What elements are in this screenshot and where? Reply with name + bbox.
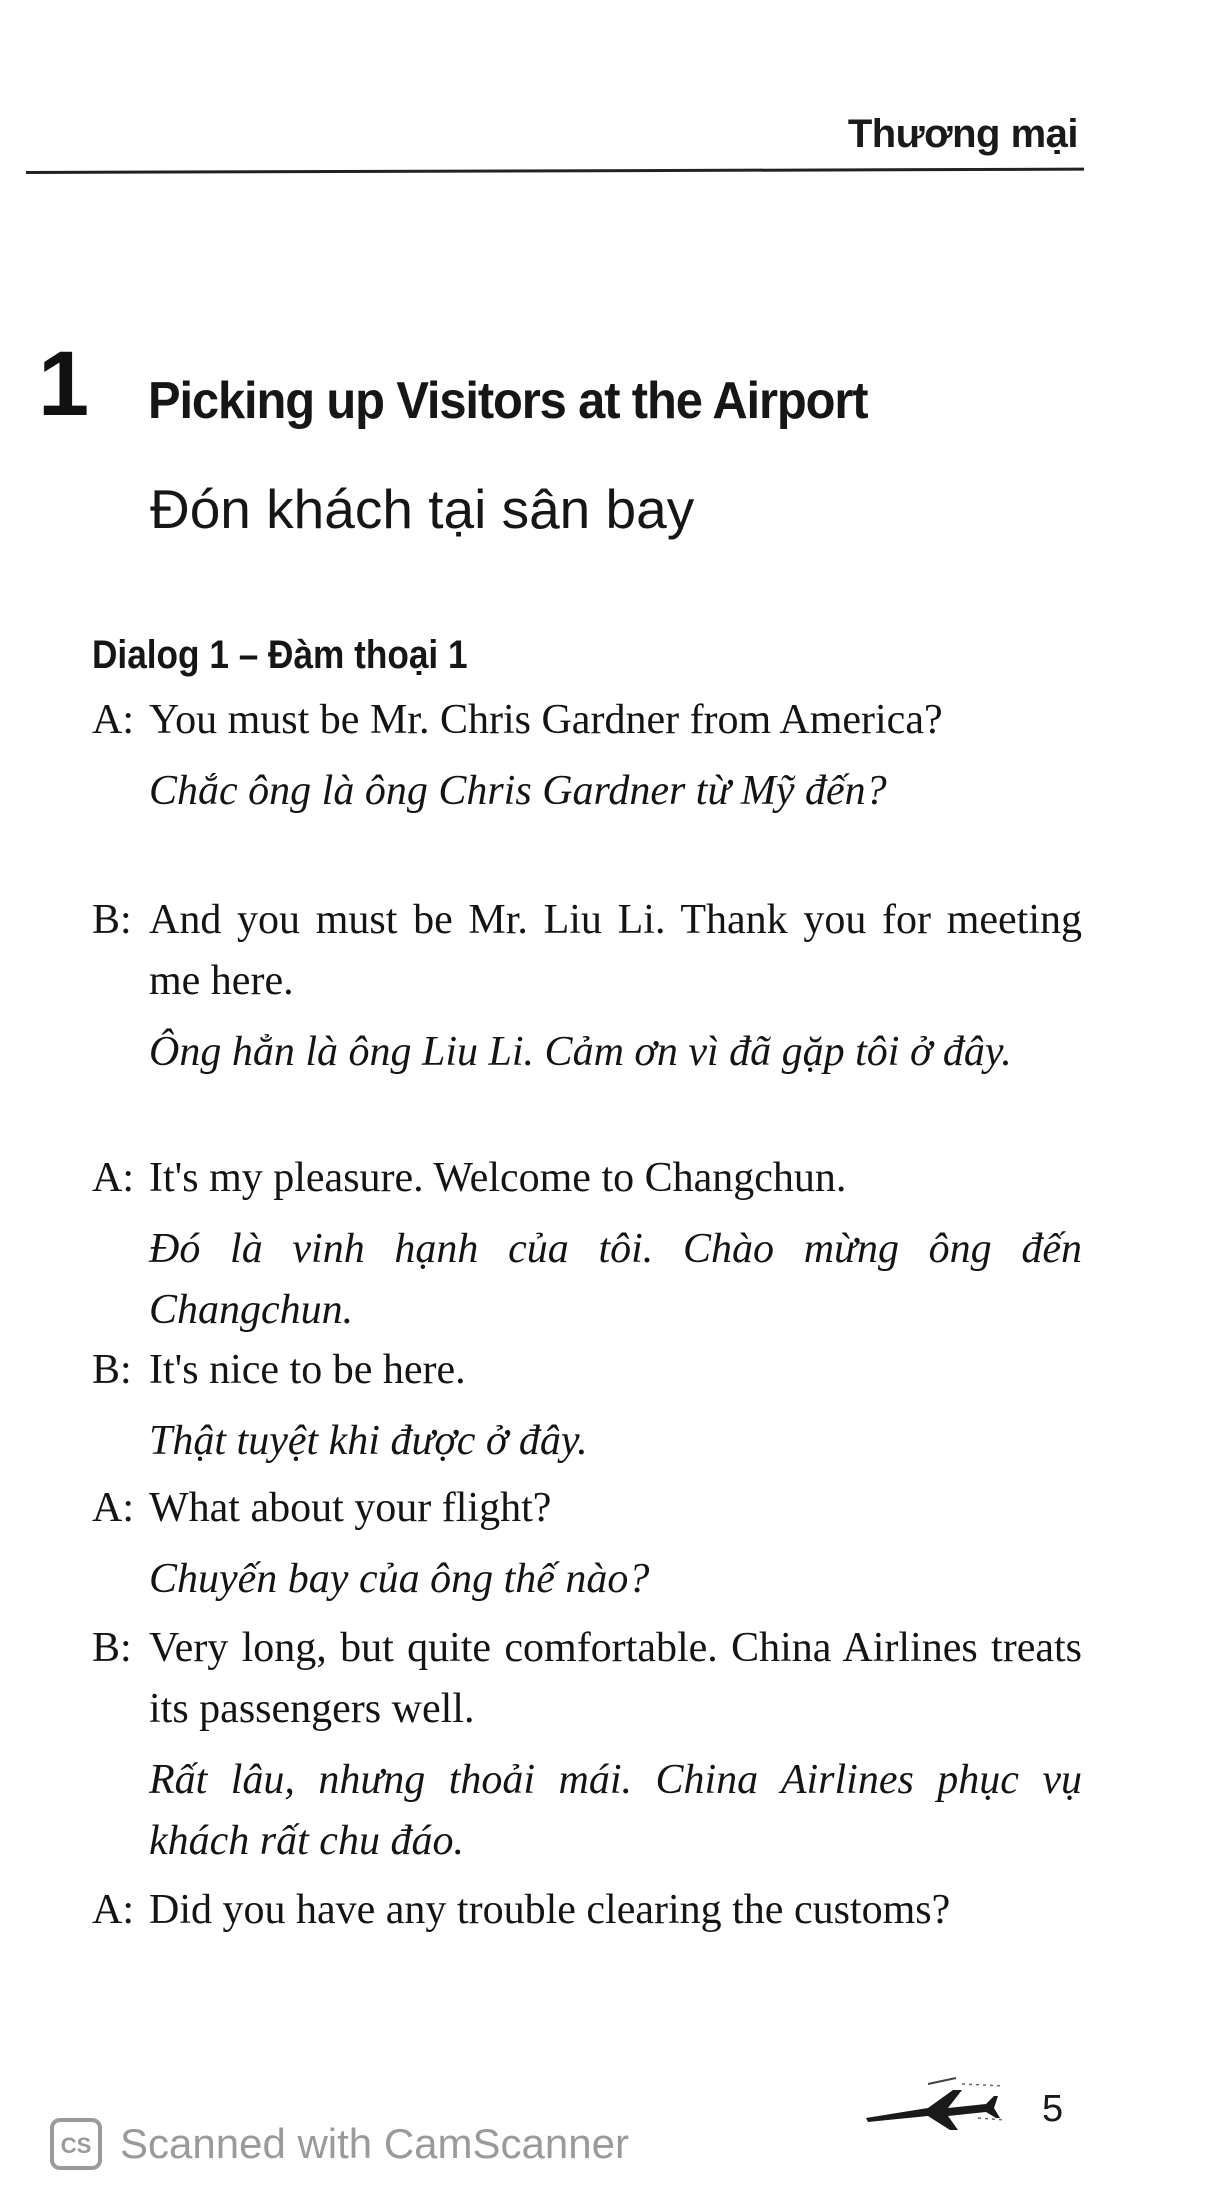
english-line: Very long, but quite comfortable. China Airlines treats its passengers well. — [149, 1625, 1082, 1732]
chapter-title-vietnamese: Đón khách tại sân bay — [150, 478, 695, 540]
camscanner-logo-text: CS — [60, 2133, 92, 2158]
vietnamese-line: Rất lâu, nhưng thoải mái. China Airlines phục vụ khách rất chu đáo. — [149, 1757, 1082, 1864]
running-header: Thương mại — [847, 112, 1078, 156]
watermark-text: Scanned with CamScanner — [120, 2120, 629, 2167]
vietnamese-line: Đó là vinh hạnh của tôi. Chào mừng ông đến Changchun. — [149, 1226, 1082, 1333]
english-line: It's nice to be here. — [149, 1347, 466, 1393]
vietnamese-line: Ông hẳn là ông Liu Li. Cảm ơn vì đã gặp tôi ở đây. — [149, 1029, 1012, 1075]
english-line: You must be Mr. Chris Gardner from America? — [149, 697, 943, 743]
vietnamese-line: Chắc ông là ông Chris Gardner từ Mỹ đến? — [149, 768, 887, 814]
dialog-turn — [92, 1340, 1082, 1472]
speaker-label: B: — [92, 897, 132, 943]
english-line: What about your flight? — [149, 1485, 552, 1531]
camscanner-logo-icon — [50, 2118, 102, 2170]
dialog-turn — [92, 890, 1082, 1083]
dialog-turn — [92, 1148, 1082, 1341]
dialog-turn — [92, 1880, 1082, 1941]
vietnamese-line: Thật tuyệt khi được ở đây. — [149, 1418, 588, 1464]
chapter-title-english: Picking up Visitors at the Airport — [148, 372, 868, 430]
airplane-icon — [858, 2072, 1008, 2132]
dialog-turn — [92, 690, 1082, 822]
scanner-watermark — [50, 2114, 629, 2174]
english-line: And you must be Mr. Liu Li. Thank you for meeting me here. — [149, 897, 1082, 1004]
page-number: 5 — [1042, 2088, 1064, 2130]
speaker-label: B: — [92, 1625, 132, 1671]
dialog-heading: Dialog 1 – Đàm thoại 1 — [92, 633, 468, 677]
dialog-turn — [92, 1618, 1082, 1872]
header-rule — [26, 168, 1084, 174]
english-line: Did you have any trouble clearing the customs? — [149, 1887, 951, 1933]
speaker-label: A: — [92, 1887, 134, 1933]
speaker-label: A: — [92, 1485, 134, 1531]
speaker-label: A: — [92, 697, 134, 743]
speaker-label: A: — [92, 1155, 134, 1201]
speaker-label: B: — [92, 1347, 132, 1393]
english-line: It's my pleasure. Welcome to Changchun. — [149, 1155, 847, 1201]
dialog-turn — [92, 1478, 1082, 1610]
chapter-number: 1 — [38, 333, 90, 435]
vietnamese-line: Chuyến bay của ông thế nào? — [149, 1556, 650, 1602]
